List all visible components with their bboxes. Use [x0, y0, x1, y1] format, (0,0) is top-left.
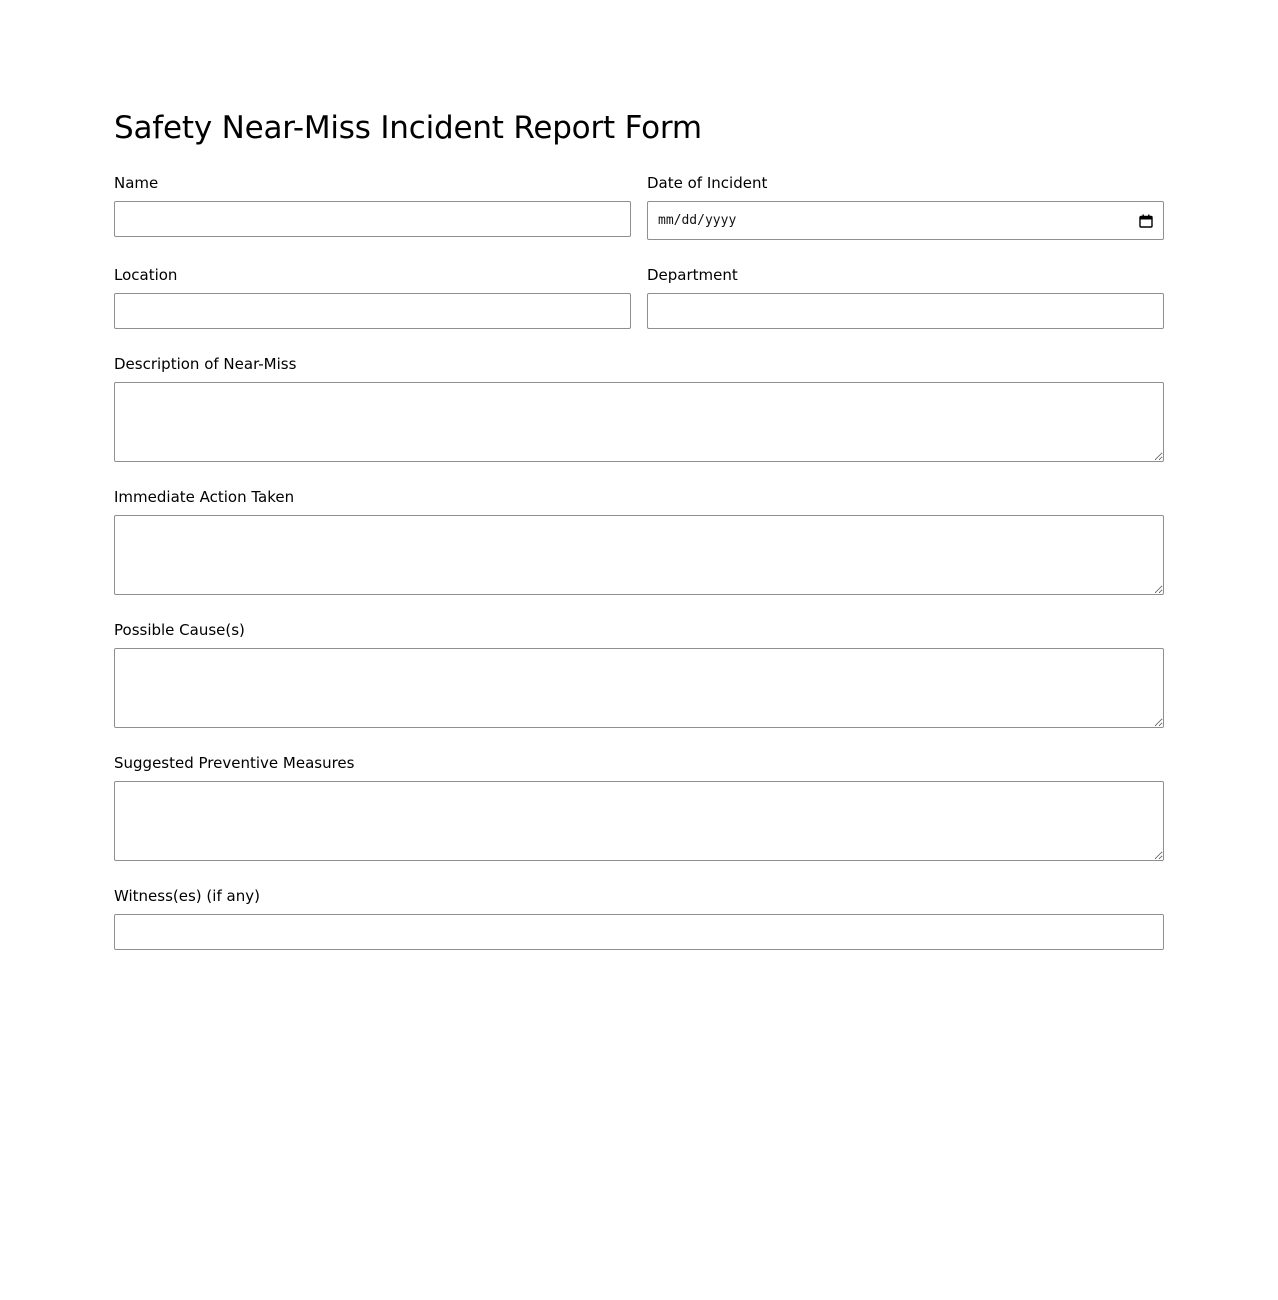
possible-causes-textarea[interactable]	[114, 648, 1164, 728]
name-input[interactable]	[114, 201, 631, 237]
immediate-action-label: Immediate Action Taken	[114, 488, 295, 506]
witnesses-input[interactable]	[114, 914, 1164, 950]
location-input[interactable]	[114, 293, 631, 329]
date-of-incident-input[interactable]	[647, 201, 1164, 240]
immediate-action-textarea[interactable]	[114, 515, 1164, 595]
witnesses-label: Witness(es) (if any)	[114, 887, 260, 905]
description-label: Description of Near-Miss	[114, 355, 297, 373]
preventive-measures-label: Suggested Preventive Measures	[114, 754, 355, 772]
calendar-icon[interactable]	[1139, 214, 1153, 228]
name-label: Name	[114, 174, 159, 192]
department-input[interactable]	[647, 293, 1164, 329]
page-title: Safety Near-Miss Incident Report Form	[114, 110, 702, 146]
preventive-measures-textarea[interactable]	[114, 781, 1164, 861]
date-of-incident-label: Date of Incident	[647, 174, 768, 192]
location-label: Location	[114, 266, 178, 284]
possible-causes-label: Possible Cause(s)	[114, 621, 245, 639]
department-label: Department	[647, 266, 738, 284]
description-textarea[interactable]	[114, 382, 1164, 462]
date-placeholder: mm/dd/yyyy	[658, 213, 737, 228]
